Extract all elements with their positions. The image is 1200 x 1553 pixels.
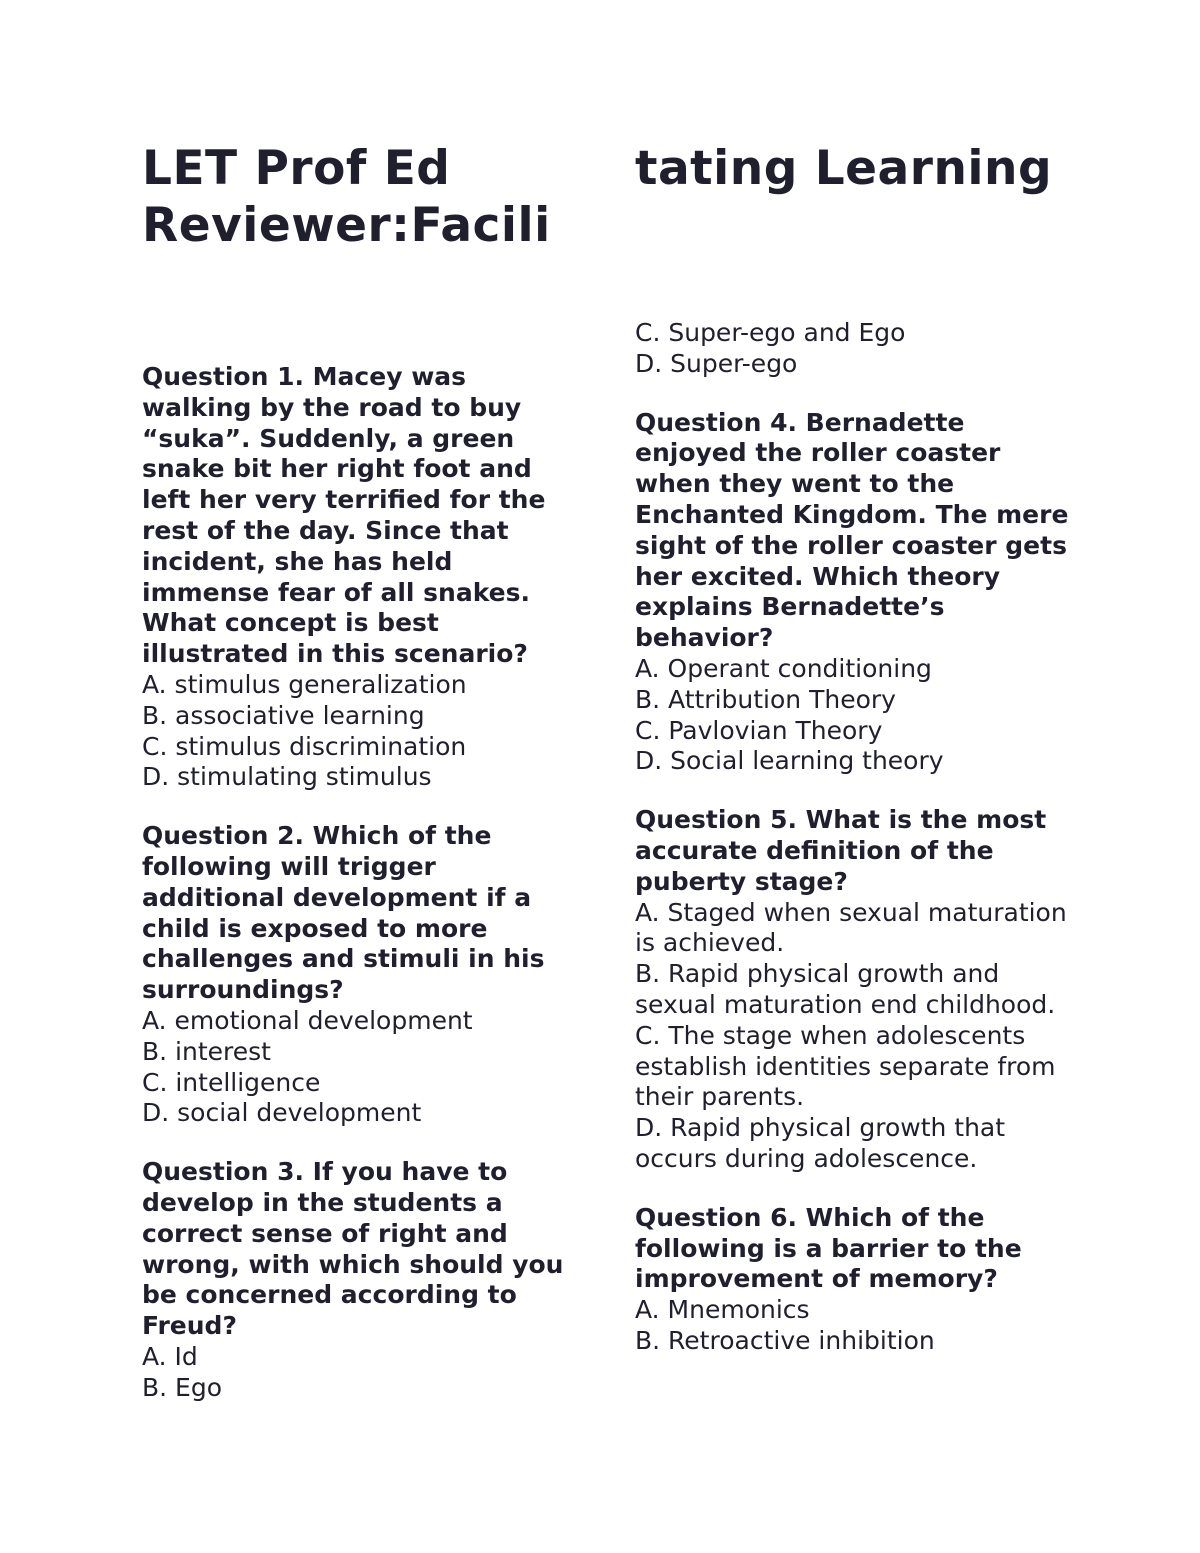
option-c: C. The stage when adolescents establish identities separate from their parents. <box>635 1020 1056 1112</box>
option-c: C. Pavlovian Theory <box>635 715 883 745</box>
question-text: Question 5. What is the most accurate definition of the puberty stage? <box>635 805 1047 896</box>
question-3 <box>142 1157 582 1403</box>
option-c: C. intelligence <box>142 1067 321 1097</box>
title-line-1: LET Prof Ed <box>142 141 451 196</box>
question-2 <box>142 821 582 1129</box>
option-d: D. stimulating stimulus <box>142 762 432 792</box>
title-line-3: tating Learning <box>635 141 1053 196</box>
option-b: B. Attribution Theory <box>635 684 896 714</box>
question-6 <box>635 1203 1075 1357</box>
question-1 <box>142 362 582 793</box>
question-text: Question 3. If you have to develop in the students a correct sense of right and wrong, with which should you be concerned according to Freud? <box>142 1157 564 1341</box>
option-a: A. Mnemonics <box>635 1295 810 1325</box>
question-4 <box>635 408 1075 778</box>
question-text: Question 1. Macey was walking by the road to buy “suka”. Suddenly, a green snake bit her right foot and left her very terrified for the rest of the day. Since that incident, she has held immense fear of all snakes. What concept is best illustrated in this scenario? <box>142 362 546 669</box>
option-c: C. stimulus discrimination <box>142 731 467 761</box>
option-d: D. Super-ego <box>635 348 798 378</box>
option-a: A. Operant conditioning <box>635 653 932 683</box>
question-5 <box>635 805 1075 1175</box>
option-d: D. Social learning theory <box>635 746 944 776</box>
question-text: Question 6. Which of the following is a barrier to the improvement of memory? <box>635 1202 1022 1294</box>
option-b: B. interest <box>142 1036 271 1066</box>
right-column <box>635 318 1075 1385</box>
option-b: B. associative learning <box>142 700 425 730</box>
option-b: B. Retroactive inhibition <box>635 1325 935 1355</box>
question-text: Question 2. Which of the following will trigger additional development if a child is exposed to more challenges and stimuli in his surroundings? <box>142 821 545 1005</box>
answer-options <box>142 1342 582 1404</box>
question-text: Question 4. Bernadette enjoyed the roller coaster when they went to the Enchanted Kingdom. The mere sight of the roller coaster gets her excited. Which theory explains Bernadette’s behavior? <box>635 407 1069 653</box>
document-title-left <box>142 140 551 254</box>
option-d: D. Rapid physical growth that occurs during adolescence. <box>635 1113 1006 1173</box>
option-d: D. social development <box>142 1098 422 1128</box>
title-line-2: Reviewer:Facili <box>142 198 551 253</box>
answer-options <box>635 654 1075 777</box>
answer-options <box>635 898 1075 1175</box>
document-title-right <box>635 140 1052 197</box>
answer-options <box>142 1006 582 1129</box>
question-3-continued-options <box>635 318 1075 380</box>
left-column <box>142 362 582 1432</box>
option-a: A. Staged when sexual maturation is achieved. <box>635 897 1067 958</box>
answer-options <box>635 1295 1075 1357</box>
option-b: B. Rapid physical growth and sexual maturation end childhood. <box>635 959 1056 1019</box>
option-a: A. Id <box>142 1341 198 1371</box>
option-c: C. Super-ego and Ego <box>635 318 906 347</box>
option-b: B. Ego <box>142 1372 223 1402</box>
option-a: A. stimulus generalization <box>142 669 467 699</box>
option-a: A. emotional development <box>142 1005 473 1035</box>
answer-options <box>142 670 582 793</box>
